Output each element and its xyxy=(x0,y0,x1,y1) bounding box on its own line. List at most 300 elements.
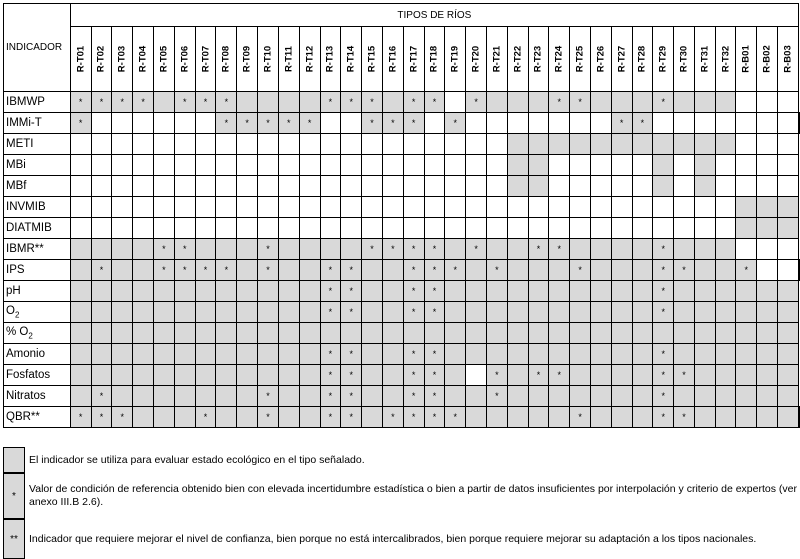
column-header xyxy=(133,27,154,92)
table-cell: * xyxy=(653,302,674,323)
table-cell: * xyxy=(674,365,695,386)
table-cell xyxy=(570,218,591,239)
table-cell: * xyxy=(653,407,674,428)
table-cell xyxy=(341,239,362,260)
table-cell: * xyxy=(320,302,341,323)
table-cell xyxy=(632,323,653,344)
table-cell xyxy=(611,365,632,386)
table-cell xyxy=(154,197,175,218)
table-cell xyxy=(195,365,216,386)
table-cell xyxy=(653,323,674,344)
table-row xyxy=(4,302,800,323)
table-cell xyxy=(632,344,653,365)
table-cell xyxy=(694,386,715,407)
table-cell xyxy=(736,239,757,260)
column-header xyxy=(549,27,570,92)
table-cell xyxy=(715,218,736,239)
table-cell xyxy=(715,365,736,386)
table-cell xyxy=(507,281,528,302)
table-cell xyxy=(403,218,424,239)
table-cell: * xyxy=(653,92,674,113)
table-cell xyxy=(757,260,778,281)
table-cell xyxy=(278,92,299,113)
table-cell xyxy=(528,155,549,176)
table-cell xyxy=(195,386,216,407)
table-cell xyxy=(320,155,341,176)
table-cell: * xyxy=(216,113,237,134)
column-header xyxy=(715,27,736,92)
table-cell xyxy=(341,323,362,344)
table-cell xyxy=(403,134,424,155)
table-cell xyxy=(154,386,175,407)
table-cell xyxy=(715,134,736,155)
table-row xyxy=(4,197,800,218)
table-cell xyxy=(237,407,258,428)
table-cell: * xyxy=(91,260,112,281)
table-cell xyxy=(528,113,549,134)
table-cell xyxy=(466,344,487,365)
table-cell xyxy=(133,407,154,428)
table-cell xyxy=(487,239,508,260)
table-cell xyxy=(632,365,653,386)
table-cell xyxy=(570,155,591,176)
table-row xyxy=(4,281,800,302)
row-label: DIATMIB xyxy=(4,218,71,239)
table-cell xyxy=(174,281,195,302)
table-cell xyxy=(70,239,91,260)
table-cell xyxy=(590,239,611,260)
table-cell: * xyxy=(195,260,216,281)
table-cell: * xyxy=(91,92,112,113)
table-cell xyxy=(715,260,736,281)
table-cell: * xyxy=(487,260,508,281)
column-header xyxy=(237,27,258,92)
table-cell xyxy=(466,197,487,218)
table-cell xyxy=(174,176,195,197)
row-label: Nitratos xyxy=(4,386,71,407)
table-cell xyxy=(112,155,133,176)
table-cell: * xyxy=(487,365,508,386)
table-cell xyxy=(715,113,736,134)
table-cell: * xyxy=(341,302,362,323)
table-cell: * xyxy=(154,239,175,260)
table-cell xyxy=(757,176,778,197)
table-cell xyxy=(237,344,258,365)
table-cell xyxy=(528,323,549,344)
table-cell xyxy=(528,92,549,113)
table-cell xyxy=(674,92,695,113)
table-cell xyxy=(112,260,133,281)
table-cell xyxy=(694,134,715,155)
table-cell xyxy=(154,344,175,365)
table-cell: * xyxy=(570,260,591,281)
table-cell xyxy=(278,260,299,281)
table-cell: * xyxy=(403,407,424,428)
table-cell xyxy=(694,281,715,302)
table-cell xyxy=(736,92,757,113)
table-cell xyxy=(91,365,112,386)
column-header-label: R-T06 xyxy=(179,45,191,73)
table-cell xyxy=(362,302,383,323)
row-label-base: O xyxy=(6,304,15,317)
table-cell xyxy=(174,113,195,134)
table-cell xyxy=(445,323,466,344)
table-cell xyxy=(216,134,237,155)
table-cell xyxy=(216,218,237,239)
table-cell xyxy=(445,239,466,260)
table-cell xyxy=(341,113,362,134)
table-cell xyxy=(653,218,674,239)
table-cell xyxy=(653,113,674,134)
table-cell xyxy=(237,92,258,113)
table-cell: * xyxy=(424,386,445,407)
column-header xyxy=(70,27,91,92)
table-cell xyxy=(237,323,258,344)
table-cell xyxy=(112,281,133,302)
column-header xyxy=(341,27,362,92)
table-cell xyxy=(632,197,653,218)
legend-text: El indicador se utiliza para evaluar estado ecológico en el tipo señalado. xyxy=(29,453,365,466)
table-cell xyxy=(757,344,778,365)
table-cell: * xyxy=(424,407,445,428)
table-cell xyxy=(424,218,445,239)
column-header xyxy=(757,27,778,92)
table-cell xyxy=(278,302,299,323)
row-label: INVMIB xyxy=(4,197,71,218)
table-cell xyxy=(278,281,299,302)
legend xyxy=(3,447,797,559)
table-cell xyxy=(299,134,320,155)
table-cell xyxy=(195,323,216,344)
table-cell xyxy=(507,134,528,155)
legend-swatch: * xyxy=(3,473,25,519)
table-cell xyxy=(174,197,195,218)
table-cell: * xyxy=(70,407,91,428)
table-cell xyxy=(590,260,611,281)
table-cell: * xyxy=(362,113,383,134)
row-label: IMMi-T xyxy=(4,113,71,134)
table-body xyxy=(4,92,800,428)
table-cell: * xyxy=(653,344,674,365)
table-cell xyxy=(154,323,175,344)
table-cell xyxy=(570,302,591,323)
table-cell xyxy=(195,218,216,239)
table-cell xyxy=(507,92,528,113)
table-row xyxy=(4,407,800,428)
table-cell xyxy=(549,344,570,365)
table-cell xyxy=(299,281,320,302)
table-cell xyxy=(70,218,91,239)
table-cell: * xyxy=(445,407,466,428)
column-header-label: R-T19 xyxy=(449,45,461,73)
table-cell xyxy=(715,239,736,260)
table-cell xyxy=(507,239,528,260)
table-cell xyxy=(632,155,653,176)
table-cell xyxy=(258,365,279,386)
table-cell xyxy=(445,155,466,176)
table-cell xyxy=(528,134,549,155)
table-cell xyxy=(424,176,445,197)
table-cell xyxy=(382,302,403,323)
table-cell xyxy=(507,197,528,218)
table-cell xyxy=(632,281,653,302)
table-cell xyxy=(174,218,195,239)
table-cell: * xyxy=(424,344,445,365)
table-cell xyxy=(174,365,195,386)
table-cell xyxy=(154,176,175,197)
table-cell: * xyxy=(91,386,112,407)
legend-swatch xyxy=(3,447,25,473)
table-cell: * xyxy=(424,302,445,323)
table-cell: * xyxy=(528,365,549,386)
table-cell xyxy=(382,218,403,239)
table-cell xyxy=(466,281,487,302)
table-cell xyxy=(549,323,570,344)
table-cell xyxy=(570,197,591,218)
table-cell xyxy=(237,302,258,323)
table-cell xyxy=(777,155,798,176)
table-cell xyxy=(777,344,798,365)
table-cell xyxy=(549,176,570,197)
table-cell xyxy=(237,134,258,155)
table-cell xyxy=(258,323,279,344)
table-cell: * xyxy=(362,239,383,260)
table-cell xyxy=(590,155,611,176)
column-header xyxy=(487,27,508,92)
column-header xyxy=(445,27,466,92)
table-cell xyxy=(362,365,383,386)
column-header-label: R-T15 xyxy=(366,45,378,73)
row-label: MBf xyxy=(4,176,71,197)
column-header xyxy=(195,27,216,92)
table-cell xyxy=(320,218,341,239)
table-cell xyxy=(611,197,632,218)
table-cell xyxy=(694,218,715,239)
table-cell xyxy=(70,365,91,386)
table-cell: * xyxy=(216,92,237,113)
table-row xyxy=(4,134,800,155)
table-cell xyxy=(507,155,528,176)
table-cell xyxy=(694,365,715,386)
table-cell xyxy=(570,113,591,134)
column-header xyxy=(91,27,112,92)
table-cell xyxy=(278,323,299,344)
table-cell xyxy=(299,302,320,323)
table-cell xyxy=(799,113,800,134)
table-cell xyxy=(403,323,424,344)
table-cell xyxy=(174,302,195,323)
table-cell xyxy=(278,155,299,176)
table-cell xyxy=(258,302,279,323)
column-header xyxy=(278,27,299,92)
table-cell: * xyxy=(174,92,195,113)
table-cell xyxy=(216,155,237,176)
table-cell: * xyxy=(570,92,591,113)
table-cell xyxy=(278,239,299,260)
table-cell xyxy=(674,197,695,218)
table-cell xyxy=(736,134,757,155)
table-cell xyxy=(736,302,757,323)
table-row xyxy=(4,386,800,407)
table-cell: * xyxy=(570,407,591,428)
table-cell xyxy=(736,218,757,239)
table-cell xyxy=(195,155,216,176)
table-cell xyxy=(694,197,715,218)
table-cell xyxy=(487,134,508,155)
table-cell xyxy=(528,302,549,323)
table-cell xyxy=(736,155,757,176)
table-cell: * xyxy=(320,386,341,407)
table-cell: * xyxy=(341,281,362,302)
table-cell xyxy=(216,197,237,218)
column-header-label: R-T21 xyxy=(491,45,503,73)
table-cell xyxy=(362,323,383,344)
table-cell xyxy=(757,323,778,344)
table-cell xyxy=(694,344,715,365)
table-cell xyxy=(715,281,736,302)
column-header xyxy=(653,27,674,92)
table-cell xyxy=(237,197,258,218)
table-cell xyxy=(403,176,424,197)
table-cell xyxy=(736,323,757,344)
table-cell xyxy=(507,407,528,428)
table-cell xyxy=(777,92,798,113)
table-cell xyxy=(258,176,279,197)
table-cell xyxy=(133,155,154,176)
table-cell xyxy=(195,197,216,218)
table-cell xyxy=(487,407,508,428)
table-cell xyxy=(611,176,632,197)
column-header-label: R-T12 xyxy=(304,45,316,73)
table-cell xyxy=(590,365,611,386)
table-cell: * xyxy=(320,260,341,281)
column-header-label: R-T03 xyxy=(116,45,128,73)
table-cell: * xyxy=(611,113,632,134)
table-cell xyxy=(112,176,133,197)
legend-item xyxy=(3,473,797,519)
table-cell xyxy=(341,218,362,239)
table-cell xyxy=(549,386,570,407)
table-cell xyxy=(133,281,154,302)
column-header-label: R-T20 xyxy=(470,45,482,73)
row-label: pH xyxy=(4,281,71,302)
table-row xyxy=(4,218,800,239)
table-cell: * xyxy=(653,365,674,386)
table-cell xyxy=(570,323,591,344)
table-cell xyxy=(299,260,320,281)
table-cell xyxy=(777,239,798,260)
table-cell xyxy=(799,407,800,428)
table-cell xyxy=(70,134,91,155)
table-cell xyxy=(237,281,258,302)
column-header xyxy=(507,27,528,92)
table-cell: * xyxy=(736,260,757,281)
table-cell xyxy=(70,176,91,197)
table-cell xyxy=(777,365,798,386)
table-cell xyxy=(237,365,258,386)
column-header-label: R-T05 xyxy=(158,45,170,73)
table-cell xyxy=(487,281,508,302)
table-cell xyxy=(91,134,112,155)
table-cell xyxy=(445,134,466,155)
table-cell xyxy=(382,260,403,281)
table-cell xyxy=(258,134,279,155)
table-cell xyxy=(590,407,611,428)
table-cell xyxy=(694,155,715,176)
table-cell xyxy=(445,344,466,365)
table-cell xyxy=(777,134,798,155)
table-cell xyxy=(112,197,133,218)
table-cell xyxy=(590,176,611,197)
table-cell xyxy=(466,218,487,239)
table-cell xyxy=(258,197,279,218)
column-header xyxy=(216,27,237,92)
table-cell: * xyxy=(445,260,466,281)
table-cell xyxy=(777,197,798,218)
table-cell xyxy=(174,386,195,407)
table-cell xyxy=(528,344,549,365)
legend-item xyxy=(3,519,797,559)
table-cell xyxy=(154,134,175,155)
table-cell xyxy=(570,176,591,197)
table-cell xyxy=(611,386,632,407)
table-cell xyxy=(320,176,341,197)
table-cell xyxy=(611,407,632,428)
table-cell xyxy=(91,344,112,365)
table-cell xyxy=(195,344,216,365)
table-cell xyxy=(715,197,736,218)
column-header-label: R-T08 xyxy=(220,45,232,73)
table-cell xyxy=(382,176,403,197)
table-cell xyxy=(528,386,549,407)
table-cell: * xyxy=(320,92,341,113)
table-cell: * xyxy=(424,260,445,281)
table-cell: * xyxy=(258,386,279,407)
column-header-label: R-T28 xyxy=(636,45,648,73)
table-cell xyxy=(278,344,299,365)
row-label: METI xyxy=(4,134,71,155)
table-cell: * xyxy=(653,239,674,260)
table-cell xyxy=(91,197,112,218)
column-header xyxy=(154,27,175,92)
column-header-label: R-T25 xyxy=(574,45,586,73)
column-header-label: R-T13 xyxy=(324,45,336,73)
table-cell: * xyxy=(549,365,570,386)
table-cell xyxy=(466,113,487,134)
table-cell xyxy=(674,386,695,407)
column-header xyxy=(674,27,695,92)
column-header-label: R-T07 xyxy=(200,45,212,73)
table-cell xyxy=(466,155,487,176)
table-cell xyxy=(549,134,570,155)
table-cell xyxy=(487,113,508,134)
table-cell xyxy=(133,176,154,197)
table-cell xyxy=(487,176,508,197)
table-cell xyxy=(382,386,403,407)
column-header-label: R-T14 xyxy=(345,45,357,73)
table-cell: * xyxy=(70,92,91,113)
table-cell xyxy=(195,239,216,260)
table-cell xyxy=(632,239,653,260)
table-cell xyxy=(653,155,674,176)
column-header-label: R-T27 xyxy=(616,45,628,73)
legend-swatch: ** xyxy=(3,519,25,559)
table-cell xyxy=(777,302,798,323)
table-cell xyxy=(757,281,778,302)
table-cell xyxy=(777,218,798,239)
table-cell xyxy=(466,407,487,428)
table-cell: * xyxy=(445,113,466,134)
